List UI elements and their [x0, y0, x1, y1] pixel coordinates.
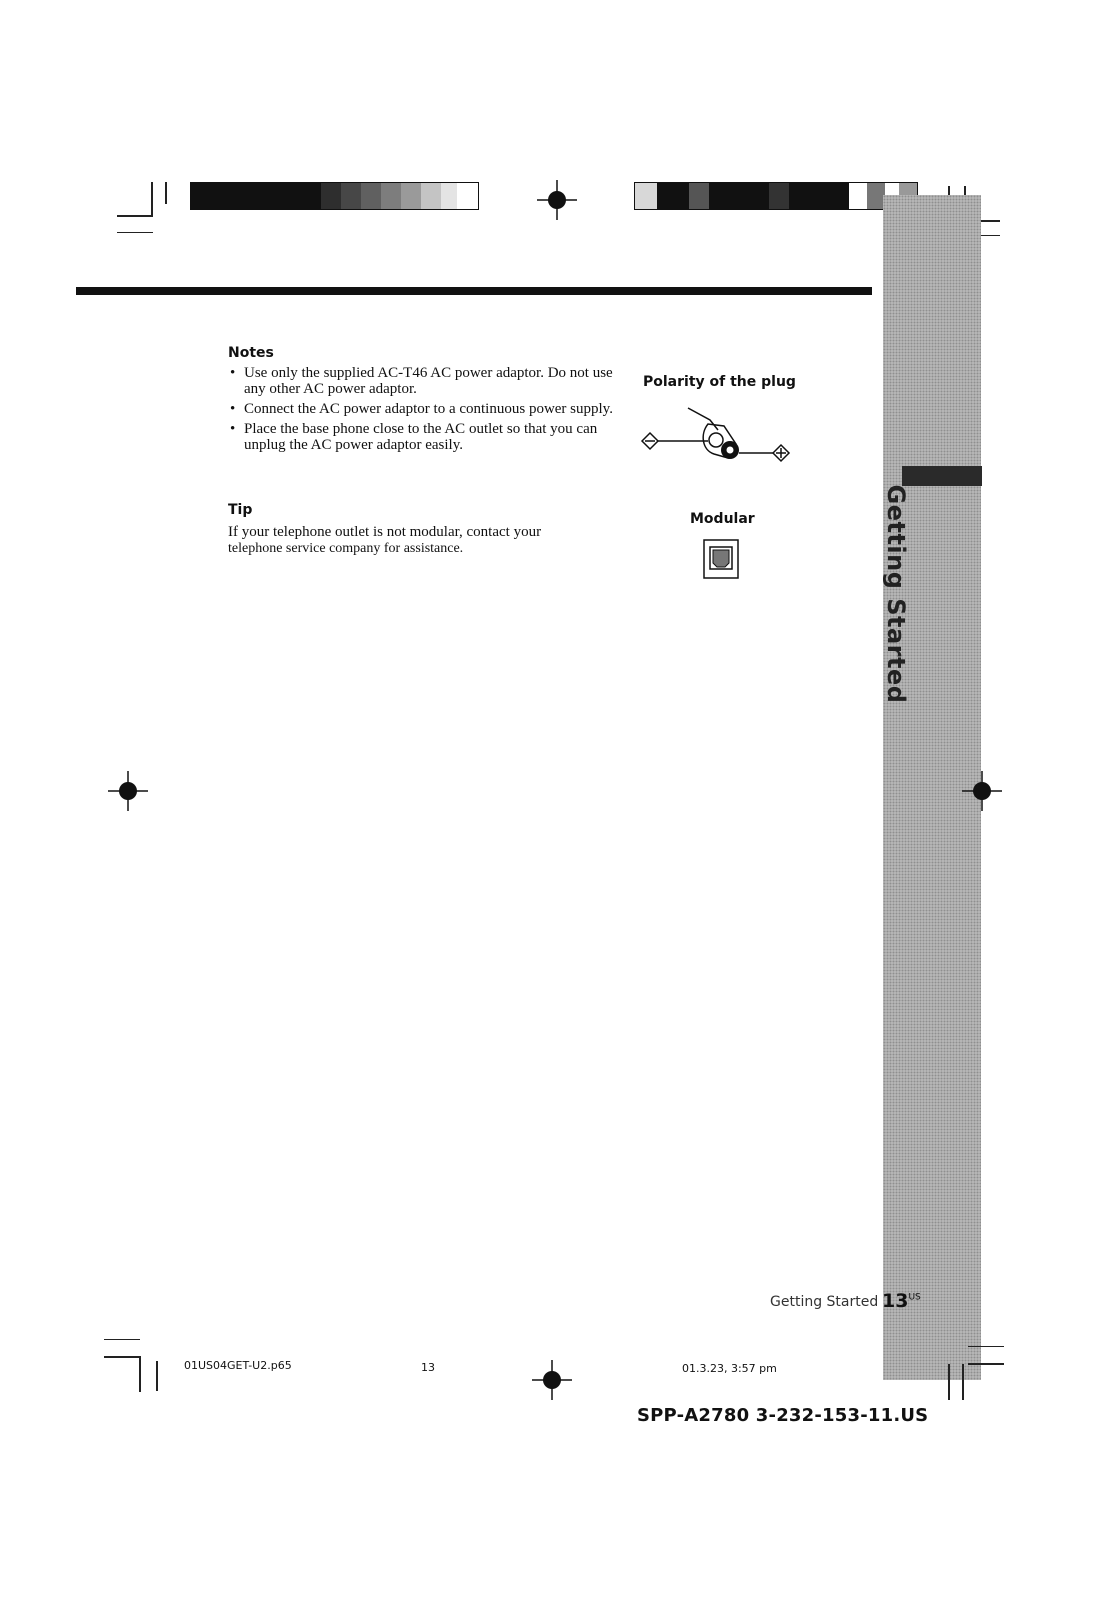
polarity-label: Polarity of the plug [643, 374, 796, 390]
registration-mark-icon [962, 771, 1002, 811]
page-number-suffix: US [908, 1292, 921, 1303]
notes-heading: Notes [228, 345, 274, 361]
crop-mark-top-left-v [151, 182, 153, 216]
modular-jack-icon [703, 539, 739, 579]
tip-line-1: If your telephone outlet is not modular, contact your [228, 524, 542, 540]
page-number [882, 1290, 921, 1312]
color-bar-left [190, 182, 479, 210]
crop-mark-bottom-right-h [968, 1346, 1004, 1347]
header-rule [76, 287, 872, 295]
notes-list [228, 365, 618, 457]
chapter-tab-label: Getting Started [882, 484, 910, 704]
crop-mark-bottom-right-v2 [962, 1364, 964, 1400]
crop-mark-top-left-v2 [165, 182, 167, 204]
registration-mark-icon [537, 180, 577, 220]
list-item: • Connect the AC power adaptor to a continuous power supply. [228, 401, 618, 417]
registration-mark-icon [108, 771, 148, 811]
tip-heading: Tip [228, 502, 253, 518]
list-item: • Place the base phone close to the AC outlet so that you can unplug the AC power adaptor easily. [228, 421, 618, 453]
crop-mark-bottom-left-v [139, 1356, 141, 1392]
crop-mark-bottom-left-v2 [156, 1361, 158, 1391]
sheet-number: 13 [421, 1361, 435, 1374]
file-name: 01US04GET-U2.p65 [184, 1359, 292, 1372]
crop-mark-bottom-left-h2 [104, 1356, 140, 1358]
registration-mark-icon [532, 1360, 572, 1400]
crop-mark-bottom-left-h [104, 1339, 140, 1340]
modular-label: Modular [690, 511, 755, 527]
crop-mark-bottom-right-h2 [968, 1363, 1004, 1365]
crop-mark-bottom-right-v [948, 1364, 950, 1400]
list-item: • Use only the supplied AC-T46 AC power adaptor. Do not use any other AC power adaptor. [228, 365, 618, 397]
page-number-value: 13 [882, 1290, 909, 1312]
color-bar-right [634, 182, 918, 210]
chapter-tab-marker [902, 466, 982, 486]
model-code: SPP-A2780 3-232-153-11.US [637, 1405, 929, 1426]
crop-mark-top-left-h2 [117, 232, 153, 233]
tip-line-2: telephone service company for assistance. [228, 541, 464, 556]
crop-mark-top-left-h [117, 215, 153, 217]
timestamp: 01.3.23, 3:57 pm [682, 1362, 777, 1375]
footer-section-title: Getting Started [770, 1294, 879, 1310]
plug-polarity-icon [640, 404, 800, 474]
